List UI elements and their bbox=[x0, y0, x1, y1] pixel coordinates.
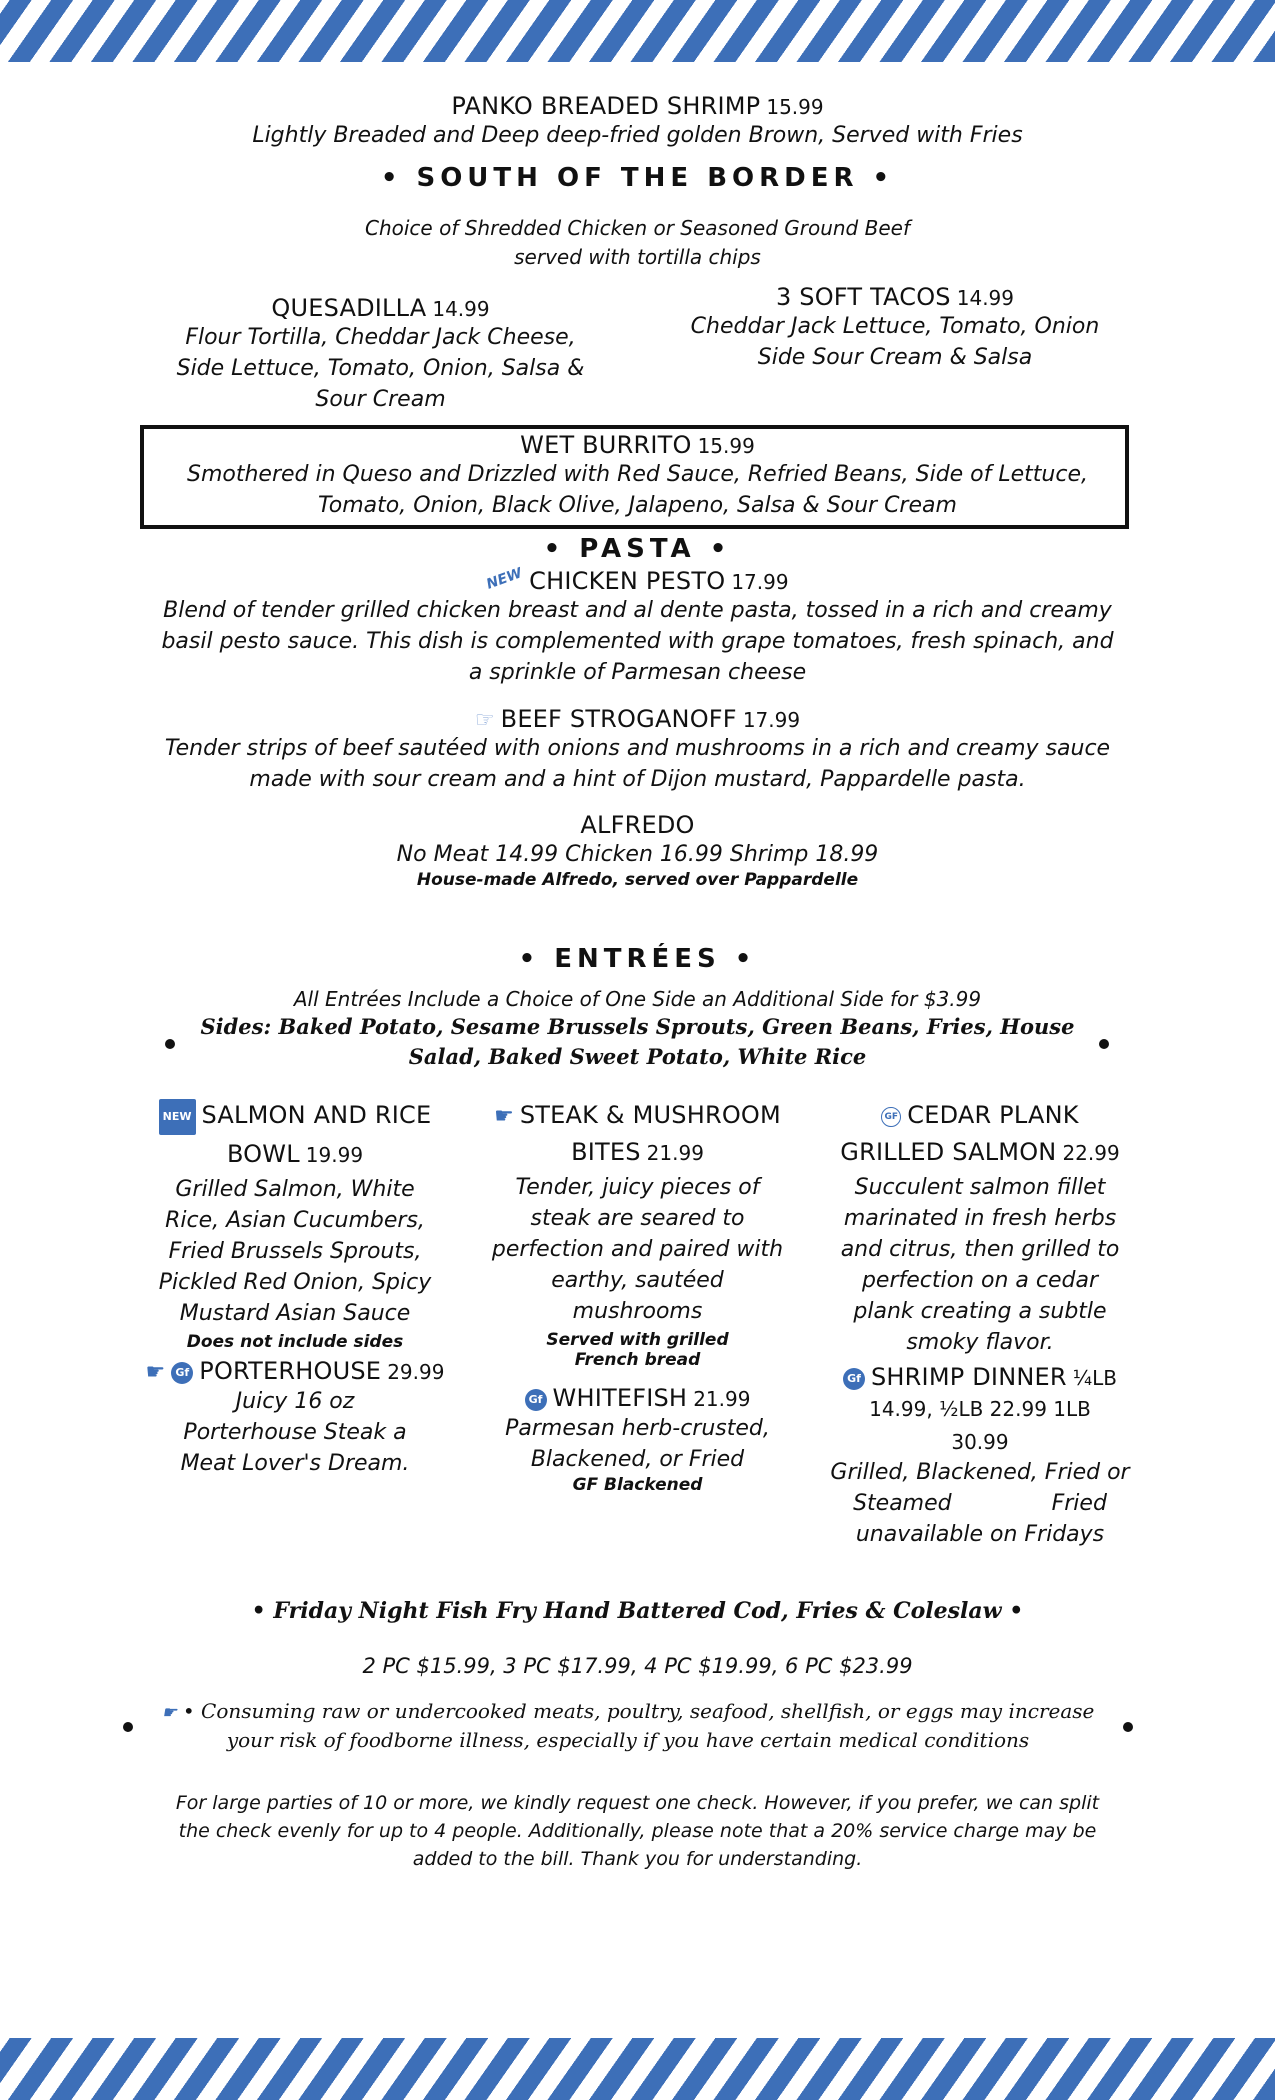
pointing-hand-icon: ☞ bbox=[474, 708, 495, 733]
new-tag: NEW bbox=[484, 565, 525, 593]
section-heading-entrees: • ENTRÉES • bbox=[518, 944, 757, 974]
item-price: ¼LB bbox=[1072, 1366, 1117, 1390]
item-description: Lightly Breaded and Deep deep-fried golden Brown, Served with Fries bbox=[252, 123, 1023, 148]
section-heading-pasta: • PASTA • bbox=[543, 534, 732, 564]
cedar-salmon-item bbox=[830, 1098, 1130, 1358]
item-description-note: unavailable on Fridays bbox=[855, 1521, 1105, 1547]
item-price: 29.99 bbox=[387, 1360, 445, 1384]
bullet-dot bbox=[123, 1722, 133, 1732]
item-name: SALMON AND RICE BOWL bbox=[201, 1101, 432, 1168]
south-intro bbox=[0, 214, 1275, 272]
porterhouse-item bbox=[140, 1357, 450, 1479]
alfredo-item bbox=[0, 811, 1275, 890]
item-name: WHITEFISH bbox=[552, 1384, 688, 1412]
item-price: 19.99 bbox=[305, 1142, 364, 1167]
item-price: 21.99 bbox=[693, 1387, 751, 1411]
item-description: Grilled, Blackened, Fried or bbox=[830, 1459, 1130, 1485]
item-description: Smothered in Queso and Drizzled with Red Sauce, Refried Beans, Side of Lettuce, Tomato, Onion, Black Olive, Jalapeno, Salsa & Sour Cream bbox=[187, 462, 1088, 518]
item-description: Grilled Salmon, White Rice, Asian Cucumbers, Fried Brussels Sprouts, Pickled Red Onion, Spicy Mustard Asian Sauce bbox=[158, 1176, 432, 1326]
pointing-hand-icon: ☛ bbox=[161, 1703, 177, 1723]
item-note: GF Blackened bbox=[572, 1474, 703, 1495]
tacos-item bbox=[665, 283, 1125, 373]
item-name: STEAK & MUSHROOM BITES bbox=[519, 1101, 781, 1166]
item-price: 14.99 bbox=[956, 286, 1015, 310]
item-description: Juicy 16 oz Porterhouse Steak a Meat Lover's Dream. bbox=[180, 1388, 410, 1476]
item-price: 14.99 bbox=[432, 297, 490, 321]
item-name: PANKO BREADED SHRIMP bbox=[451, 92, 761, 120]
item-name: QUESADILLA bbox=[271, 294, 427, 322]
item-name: WET BURRITO bbox=[520, 431, 692, 459]
gluten-free-icon: Gf bbox=[525, 1389, 547, 1411]
section-heading-south: • SOUTH OF THE BORDER • bbox=[380, 163, 895, 193]
shrimp-dinner-prices-cont: 30.99 bbox=[951, 1429, 1009, 1454]
pesto-item bbox=[160, 567, 1115, 688]
friday-fish-fry-prices: 2 PC $15.99, 3 PC $17.99, 4 PC $19.99, 6 PC $23.99 bbox=[362, 1654, 913, 1678]
item-name: PORTERHOUSE bbox=[199, 1357, 382, 1385]
item-note: Served with grilled French bread bbox=[546, 1330, 729, 1370]
item-name: CEDAR PLANK GRILLED SALMON bbox=[840, 1101, 1079, 1166]
large-party-note: For large parties of 10 or more, we kindly request one check. However, if you prefer, we can split the check evenly for up to 4 people. Additionally, please note that a 20% service charge may be added to the bill. Thank you for understanding. bbox=[175, 1792, 1100, 1870]
quesadilla-item bbox=[168, 294, 593, 415]
gluten-free-icon: Gf bbox=[171, 1362, 193, 1384]
item-description: Flour Tortilla, Cheddar Jack Cheese, Side Lettuce, Tomato, Onion, Salsa & Sour Cream bbox=[176, 325, 585, 412]
pointing-hand-icon: ☛ bbox=[494, 1104, 514, 1129]
top-stripe-border bbox=[0, 0, 1275, 62]
south-intro-line-1: Choice of Shredded Chicken or Seasoned Ground Beef bbox=[365, 216, 910, 240]
bottom-stripe-border bbox=[0, 2038, 1275, 2100]
alfredo-note: House-made Alfredo, served over Pappardelle bbox=[416, 870, 859, 890]
item-note: Does not include sides bbox=[186, 1331, 404, 1352]
stroganoff-item bbox=[160, 705, 1115, 795]
item-description: Tender, juicy pieces of steak are seared to perfection and paired with earthy, sautéed mushrooms bbox=[491, 1175, 784, 1324]
item-price: 17.99 bbox=[731, 570, 789, 594]
entrees-sides: Sides: Baked Potato, Sesame Brussels Sprouts, Green Beans, Fries, House Salad, Baked Sweet Potato, White Rice bbox=[200, 1014, 1075, 1069]
alfredo-prices: No Meat 14.99 Chicken 16.99 Shrimp 18.99 bbox=[396, 842, 879, 867]
burrito-item bbox=[160, 431, 1115, 521]
steak-bites-item bbox=[490, 1098, 785, 1370]
item-price: 21.99 bbox=[646, 1141, 704, 1165]
bullet-dot bbox=[1123, 1722, 1133, 1732]
warning-text: • Consuming raw or undercooked meats, poultry, seafood, shellfish, or eggs may increase your risk of foodborne illness, especially if you have certain medical conditions bbox=[182, 1699, 1095, 1752]
desc-steamed: Steamed bbox=[853, 1490, 952, 1516]
bullet-dot bbox=[1099, 1039, 1109, 1049]
shrimp-dinner-item bbox=[825, 1363, 1135, 1550]
new-badge: NEW bbox=[159, 1099, 196, 1135]
item-description: Succulent salmon fillet marinated in fresh herbs and citrus, then grilled to perfection on a cedar plank creating a subtle smoky flavor. bbox=[840, 1175, 1120, 1355]
entrees-intro: All Entrées Include a Choice of One Side an Additional Side for $3.99 bbox=[293, 987, 982, 1011]
salmon-bowl-item bbox=[150, 1098, 440, 1352]
item-price: 15.99 bbox=[766, 95, 824, 119]
gluten-free-icon: Gf bbox=[843, 1368, 865, 1390]
item-price: 22.99 bbox=[1062, 1141, 1120, 1165]
shrimp-item bbox=[0, 92, 1275, 151]
item-name: SHRIMP DINNER bbox=[871, 1363, 1067, 1391]
item-description: Parmesan herb-crusted, Blackened, or Fried bbox=[505, 1415, 770, 1472]
food-safety-warning bbox=[138, 1698, 1118, 1754]
item-name: 3 SOFT TACOS bbox=[775, 283, 951, 311]
desc-fried: Fried bbox=[1051, 1490, 1107, 1516]
bullet-dot bbox=[165, 1039, 175, 1049]
item-name: BEEF STROGANOFF bbox=[500, 705, 737, 733]
pointing-hand-icon: ☛ bbox=[145, 1360, 166, 1385]
whitefish-item bbox=[490, 1384, 785, 1495]
item-price: 17.99 bbox=[742, 708, 801, 732]
item-description: Tender strips of beef sautéed with onions and mushrooms in a rich and creamy sauce made with sour cream and a hint of Dijon mustard, Pappardelle pasta. bbox=[164, 736, 1111, 792]
gluten-free-icon: GF bbox=[881, 1107, 901, 1127]
item-description-cont bbox=[825, 1488, 1135, 1519]
item-name: CHICKEN PESTO bbox=[529, 567, 726, 595]
friday-fish-fry-title: • Friday Night Fish Fry Hand Battered Cod, Fries & Coleslaw • bbox=[251, 1598, 1024, 1624]
item-description: Blend of tender grilled chicken breast and al dente pasta, tossed in a rich and creamy basil pesto sauce. This dish is complemented with grape tomatoes, fresh spinach, and a sprinkle of Parmesan cheese bbox=[161, 598, 1114, 685]
south-intro-line-2: served with tortilla chips bbox=[514, 245, 761, 269]
item-name: ALFREDO bbox=[580, 811, 695, 839]
shrimp-dinner-prices: 14.99, ½LB 22.99 1LB bbox=[869, 1396, 1091, 1421]
item-description: Cheddar Jack Lettuce, Tomato, Onion Side Sour Cream & Salsa bbox=[690, 314, 1100, 370]
item-price: 15.99 bbox=[697, 434, 755, 458]
